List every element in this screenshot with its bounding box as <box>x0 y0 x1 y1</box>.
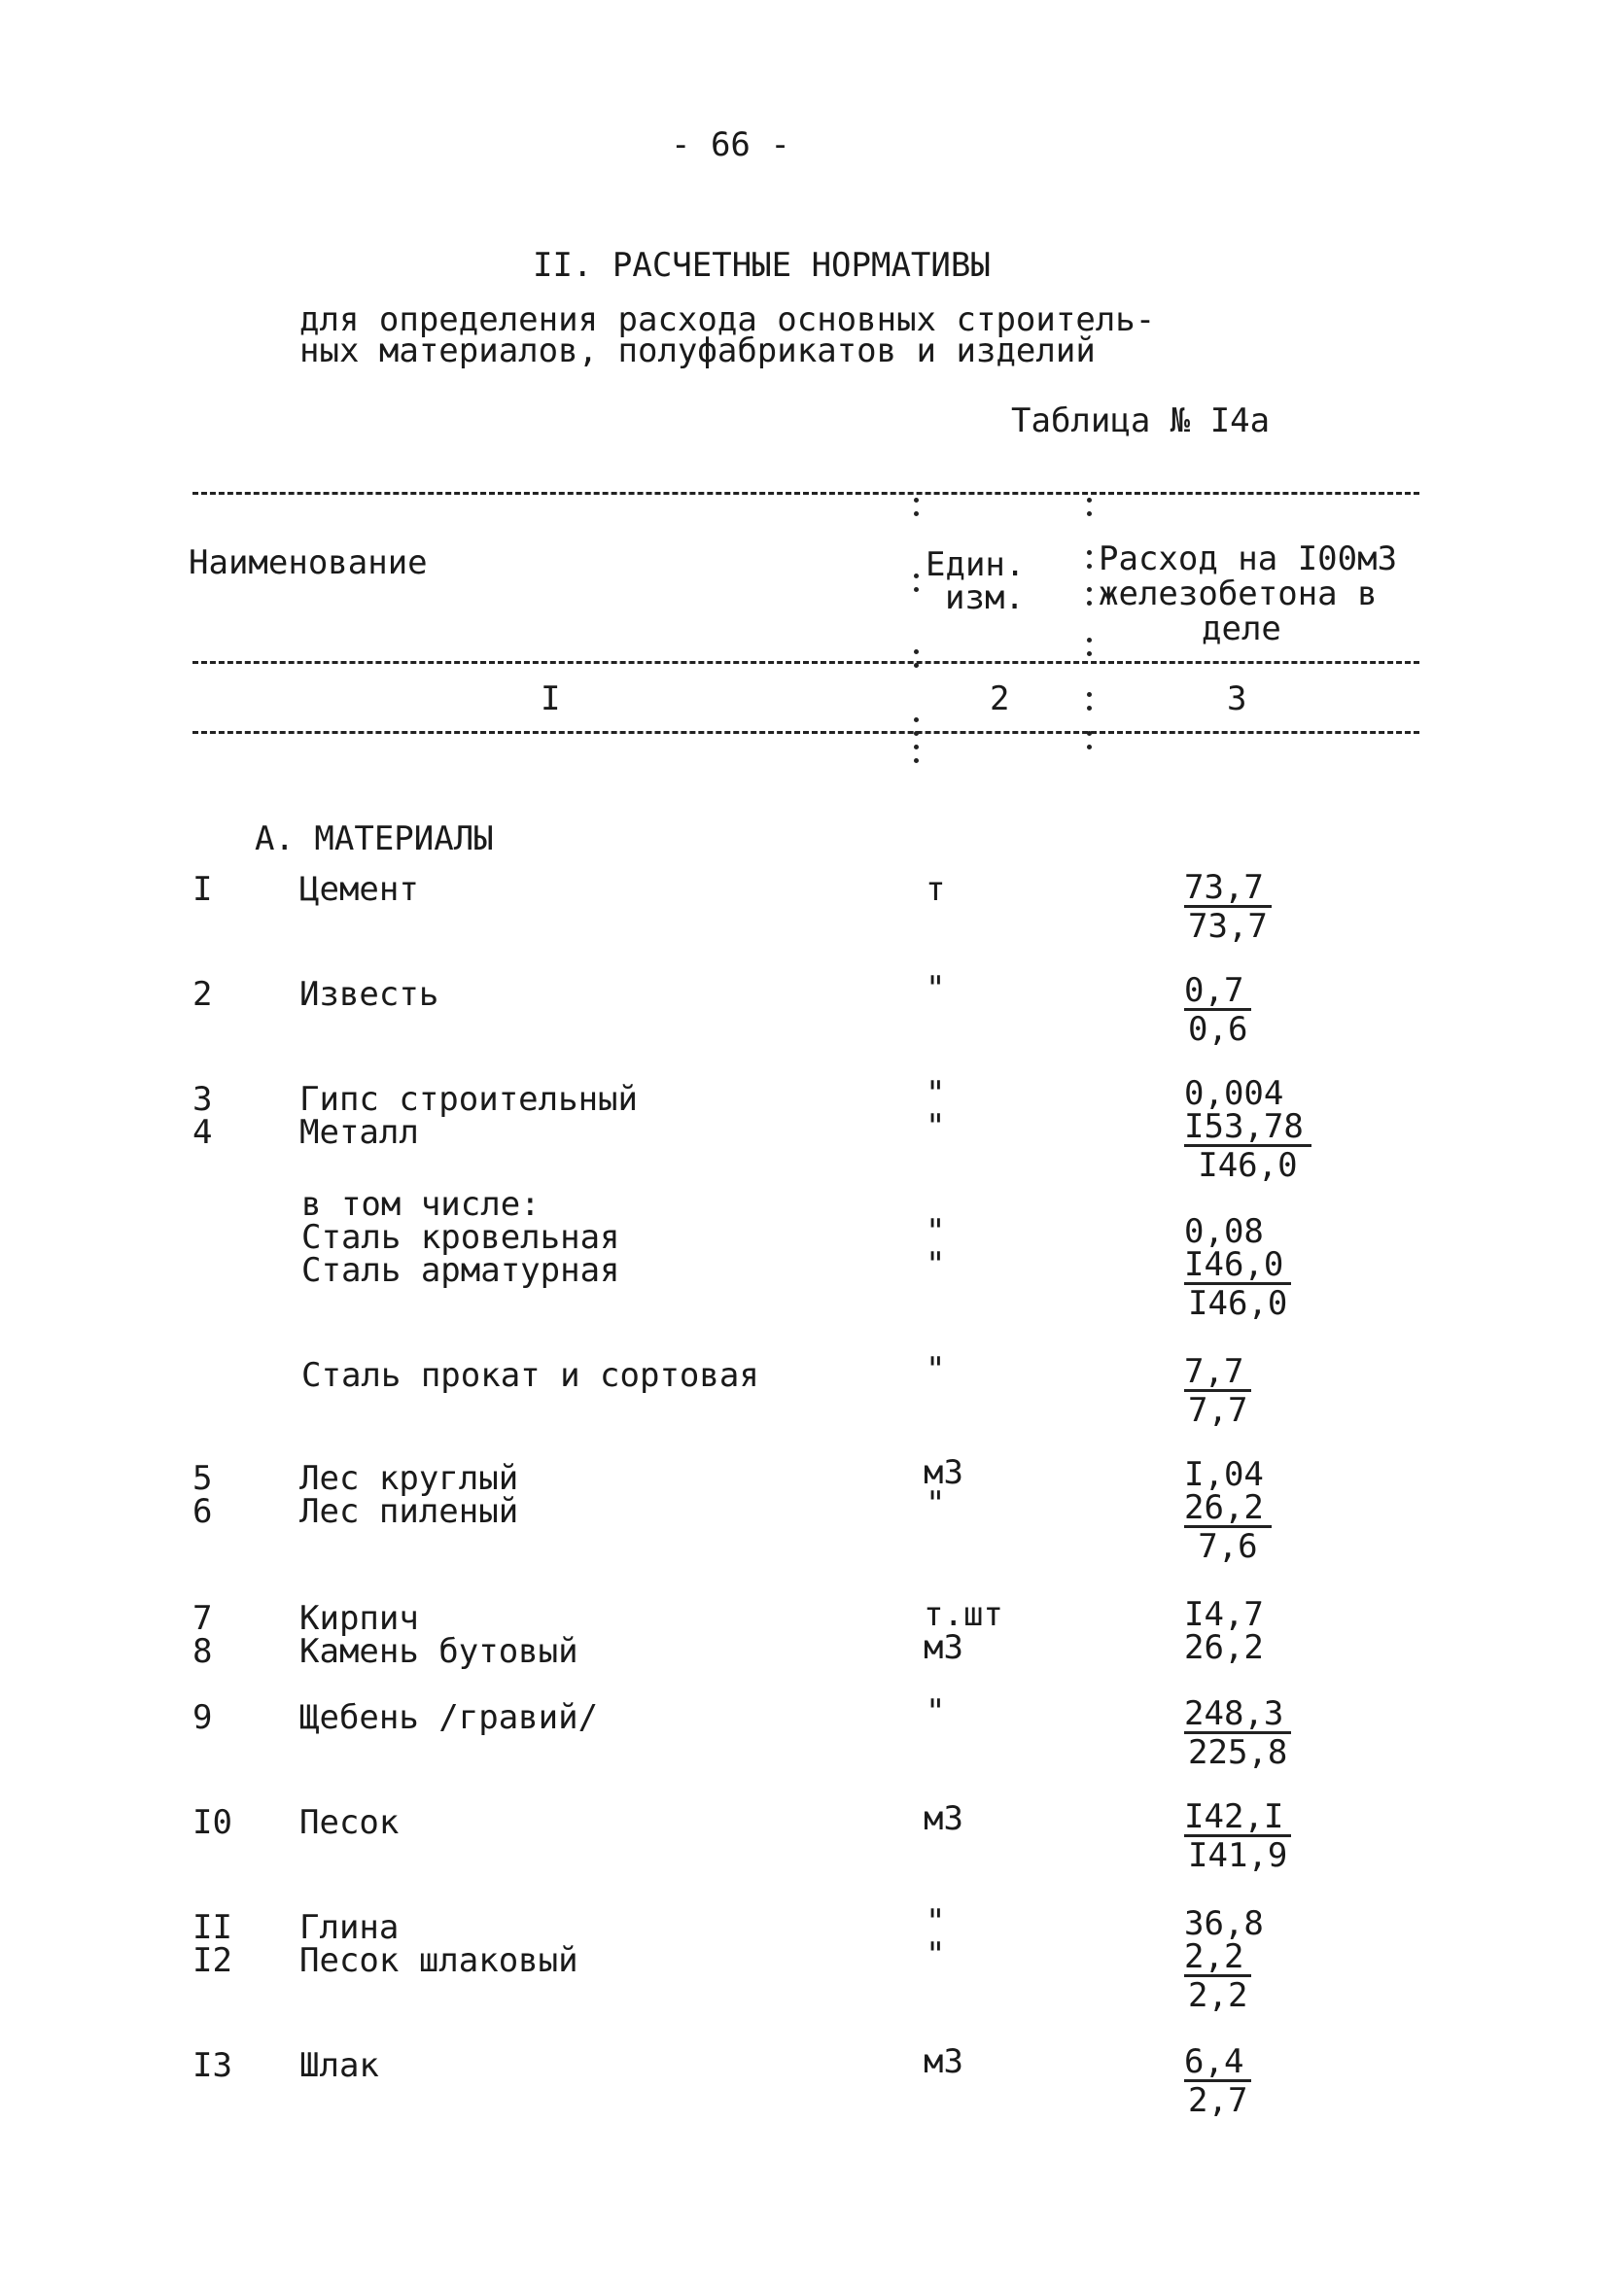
subgroup-label: в том числе: <box>301 1185 541 1224</box>
row-value: I4,7 <box>1184 1595 1264 1634</box>
row-value-top: I53,78 <box>1184 1110 1311 1147</box>
row-value-top: 0,7 <box>1184 974 1251 1011</box>
table-label: Таблица № I4а <box>1011 401 1271 440</box>
row-number: I0 <box>192 1803 232 1842</box>
row-unit: т <box>926 870 946 909</box>
row-value-top: 248,3 <box>1184 1697 1291 1734</box>
header-rule-middle <box>192 661 1419 664</box>
row-value-bottom: I46,0 <box>1188 1284 1288 1323</box>
row-name: Кирпич <box>299 1599 419 1638</box>
column-header-unit-line-1: Един. <box>926 545 1026 584</box>
row-unit: " <box>926 1212 946 1251</box>
row-unit: м3 <box>924 1799 963 1838</box>
row-number: 9 <box>192 1698 213 1737</box>
row-number: 5 <box>192 1459 213 1498</box>
row-value-bottom: 0,6 <box>1188 1010 1248 1049</box>
row-number: 6 <box>192 1492 213 1531</box>
row-value: 26,2 <box>1184 1628 1264 1667</box>
row-value: 0,004 <box>1184 1074 1284 1113</box>
page-title: II. РАСЧЕТНЫЕ НОРМАТИВЫ <box>533 246 991 285</box>
row-value <box>1184 1107 1311 1185</box>
row-value: 36,8 <box>1184 1904 1264 1943</box>
row-value-top: I46,0 <box>1184 1248 1291 1285</box>
row-value: I,04 <box>1184 1455 1264 1494</box>
row-number: 4 <box>192 1113 213 1152</box>
row-number: 2 <box>192 975 213 1014</box>
row-name: Песок шлаковый <box>299 1941 578 1980</box>
row-unit: " <box>926 1484 946 1523</box>
row-value-bottom: 73,7 <box>1188 907 1268 946</box>
column-number-1: I <box>541 679 561 718</box>
row-number: 3 <box>192 1080 213 1119</box>
row-value <box>1184 1797 1291 1875</box>
row-name: Камень бутовый <box>299 1632 578 1671</box>
row-value-bottom: 225,8 <box>1188 1733 1288 1772</box>
row-unit: " <box>926 1074 946 1113</box>
row-value <box>1184 1488 1272 1566</box>
subtitle-line-2: ных материалов, полуфабрикатов и изделий <box>299 331 1096 370</box>
row-name: Сталь кровельная <box>301 1218 620 1257</box>
row-unit: " <box>926 969 946 1008</box>
row-value-top: I42,I <box>1184 1800 1291 1837</box>
column-number-2: 2 <box>990 679 1010 718</box>
row-value-bottom: 2,2 <box>1188 1976 1248 2015</box>
header-rule-bottom <box>192 731 1419 734</box>
row-unit: м3 <box>924 1628 963 1667</box>
row-value-bottom: I46,0 <box>1198 1146 1298 1185</box>
row-value-top: 73,7 <box>1184 871 1272 908</box>
row-value <box>1184 1937 1251 2015</box>
row-name: Известь <box>299 975 439 1014</box>
row-value <box>1184 971 1251 1049</box>
row-unit: м3 <box>924 1453 963 1492</box>
header-rule-top <box>192 492 1419 495</box>
row-number: 7 <box>192 1599 213 1638</box>
column-header-qty-line-3: деле <box>1202 609 1281 648</box>
row-value-bottom: I41,9 <box>1188 1836 1288 1875</box>
column-header-qty-line-1: Расход на I00м3 <box>1099 539 1398 578</box>
row-value <box>1184 1245 1291 1323</box>
row-name: Металл <box>299 1113 419 1152</box>
row-name: Лес пиленый <box>299 1492 519 1531</box>
row-value <box>1184 1352 1251 1430</box>
row-number: I3 <box>192 2046 232 2085</box>
subtitle-line-1: для определения расхода основных строитель- <box>299 300 1156 339</box>
column-header-name: Наименование <box>189 543 428 582</box>
row-value-bottom: 2,7 <box>1188 2081 1248 2120</box>
row-number: II <box>192 1908 232 1947</box>
row-name: Шлак <box>299 2046 379 2085</box>
row-name: Гипс строительный <box>299 1080 638 1119</box>
column-header-unit-line-2: изм. <box>945 578 1025 617</box>
row-number: I <box>192 870 213 909</box>
row-number: 8 <box>192 1632 213 1671</box>
row-value-top: 2,2 <box>1184 1940 1251 1977</box>
row-value-bottom: 7,6 <box>1198 1527 1258 1566</box>
row-name: Щебень /гравий/ <box>299 1698 599 1737</box>
row-value <box>1184 868 1272 946</box>
row-name: Лес круглый <box>299 1459 519 1498</box>
row-value-bottom: 7,7 <box>1188 1391 1248 1430</box>
column-header-qty-line-2: железобетона в <box>1099 574 1378 613</box>
row-unit: " <box>926 1935 946 1974</box>
row-name: Глина <box>299 1908 400 1947</box>
row-value <box>1184 1694 1291 1772</box>
row-value: 0,08 <box>1184 1212 1264 1251</box>
row-unit: " <box>926 1902 946 1941</box>
row-number: I2 <box>192 1941 232 1980</box>
row-unit: " <box>926 1107 946 1146</box>
column-number-3: 3 <box>1227 679 1247 718</box>
row-value-top: 7,7 <box>1184 1355 1251 1392</box>
row-unit: " <box>926 1692 946 1731</box>
row-value-top: 6,4 <box>1184 2045 1251 2082</box>
row-unit: " <box>926 1245 946 1284</box>
page-number: - 66 - <box>671 125 790 164</box>
row-value-top: 26,2 <box>1184 1491 1272 1528</box>
row-name: Песок <box>299 1803 400 1842</box>
row-value <box>1184 2042 1251 2120</box>
row-unit: т.шт <box>924 1595 1003 1634</box>
row-name: Сталь прокат и сортовая <box>301 1356 759 1395</box>
row-name: Цемент <box>299 870 419 909</box>
section-heading: А. МАТЕРИАЛЫ <box>255 819 494 858</box>
row-name: Сталь арматурная <box>301 1251 620 1290</box>
row-unit: " <box>926 1350 946 1389</box>
row-unit: м3 <box>924 2042 963 2081</box>
